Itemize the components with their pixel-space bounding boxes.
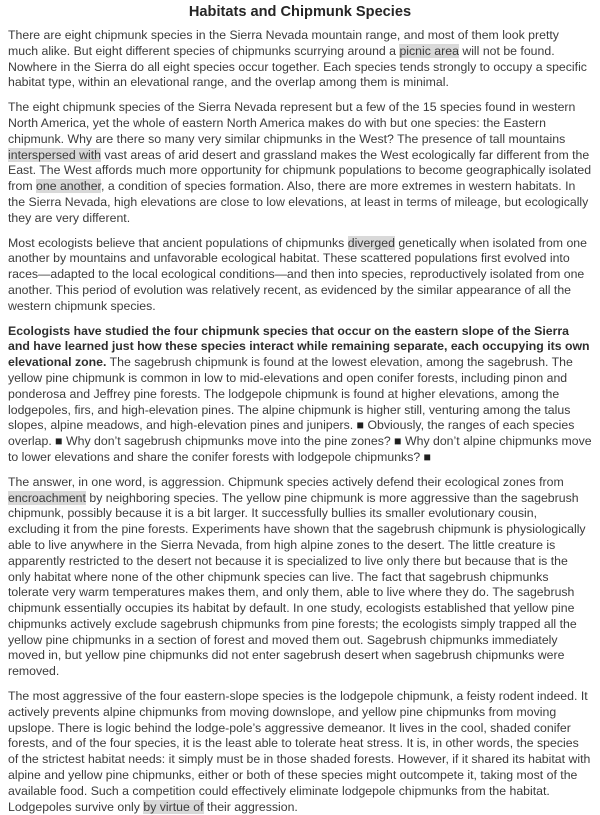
text-run: The sagebrush chipmunk is found at the lowest elevation, among the sagebrush. The yellow pine chipmunk is common in low to mid-elevations and open conifer forests, including pinon and ponderosa and Jeffrey pine forests. The lodgepole chipmunk is found at higher elevations, among the lodgepoles, firs, and high-elevation pines. The alpine chipmunk is higher still, venturing among the talus slopes, alpine meadows, and high-elevation pines and junipers.	[8, 355, 573, 433]
paragraph-1	[8, 28, 592, 91]
text-run: vast areas of arid desert and grassland makes the West ecologically far different from the East. The West affords much more opportunity for chipmunk populations to become geographically isolated from	[8, 147, 592, 194]
text-run: by neighboring species. The yellow pine chipmunk is more aggressive than the sagebrush chipmunk, possibly because it is a bit larger. It successfully bullies its smaller evolutionary cousin, excluding it from the pine forests. Experiments have shown that the sagebrush chipmunk is physiologically able to live anywhere in the Sierra Nevada, from high alpine zones to the desert. The little creature is apparently restricted to the desert not because it is specialized to live only there but because that is the only habitat where none of the other chipmunk species can live. The fact that sagebrush chipmunks tolerate very warm temperatures makes them, and only them, able to live where they do. The sagebrush chipmunk essentially occupies its habitat by default. In one study, ecologists established that yellow pine chipmunks actively exclude sagebrush chipmunks from pine forests; the ecologists simply trapped all the yellow pine chipmunks in a section of forest and moved them out. Sagebrush chipmunks immediately moved in, but yellow pine chipmunks did not enter sagebrush desert when sagebrush chipmunks were removed.	[8, 490, 586, 679]
highlighted-phrase: picnic area	[399, 43, 459, 58]
text-run: will not be found. Nowhere in the Sierra do all eight species occur together. Each species tends strongly to occupy a specific habitat type, within an elevational range, and the overlap among them is minimal.	[8, 43, 587, 90]
text-run: The most aggressive of the four eastern-slope species is the lodgepole chipmunk, a feisty rodent indeed. It actively prevents alpine chipmunks from moving downslope, and yellow pine chipmunks from moving upslope. There is logic behind the lodge-pole’s aggressive demeanor. It lives in the cool, shaded conifer forests, and of the four species, it is the least able to tolerate heat stress. It is, in other words, the species of the strictest habitat needs: it simply must be in those shaded forests. However, if it shared its habitat with alpine and yellow pine chipmunks, either or both of these species might outcompete it, taking most of the available food. Such a competition could effectively eliminate lodgepole chipmunks from the habitat. Lodgepoles survive only	[8, 689, 591, 814]
text-run: There are eight chipmunk species in the Sierra Nevada mountain range, and most of them look pretty much alike. But eight different species of chipmunks scurrying around a	[8, 28, 559, 58]
text-run: genetically when isolated from one another by mountains and unfavorable ecological habitat. These scattered populations first evolved into races—adapted to the local ecological conditions—and then into species, reproductively isolated from one another. This period of evolution was relatively recent, as evidenced by the similar appearance of all the western chipmunk species.	[8, 235, 587, 313]
text-run: their aggression.	[203, 799, 298, 814]
insert-sentence-marker-icon[interactable]: ■	[55, 434, 63, 449]
paragraph-6	[8, 689, 592, 815]
insert-sentence-marker-icon[interactable]: ■	[423, 449, 432, 464]
highlighted-phrase: by virtue of	[143, 799, 204, 814]
highlighted-phrase: one another	[36, 179, 101, 194]
passage-body	[8, 28, 592, 815]
paragraph-4	[8, 324, 592, 466]
text-run: , a condition of species formation. Also, there are more extremes in western habitats. In the Sierra Nevada, high elevations are close to low elevations, at least in terms of mileage, but ecologically they are very different.	[8, 179, 589, 225]
text-run: Obviously, the ranges of each species overlap.	[8, 418, 575, 449]
text-run: The answer, in one word, is aggression. Chipmunk species actively defend their ecological zones from	[8, 474, 564, 489]
insert-sentence-marker-icon[interactable]: ■	[356, 418, 365, 433]
text-run: Most ecologists believe that ancient populations of chipmunks	[8, 235, 348, 250]
paragraph-2	[8, 100, 592, 226]
highlighted-phrase: encroachment	[8, 490, 86, 505]
paragraph-3	[8, 236, 592, 315]
text-run: The eight chipmunk species of the Sierra Nevada represent but a few of the 15 species found in western North America, yet the whole of eastern North America makes do with but one species: the Eastern chipmunk. Why are there so many very similar chipmunks in the West? The presence of tall mountains	[8, 100, 576, 146]
insert-sentence-marker-icon[interactable]: ■	[394, 434, 402, 449]
bold-text: Ecologists have studied the four chipmunk species that occur on the eastern slope of the Sierra and have learned just how these species interact while remaining separate, each occupying its own elevational zone.	[8, 323, 590, 370]
highlighted-phrase: diverged	[347, 235, 395, 250]
text-run: Why don’t alpine chipmunks move to lower elevations and share the conifer forests with lodgepole chipmunks?	[8, 434, 592, 464]
text-run: Why don’t sagebrush chipmunks move into the pine zones?	[62, 434, 395, 449]
highlighted-phrase: interspersed with	[8, 147, 101, 162]
paragraph-5	[8, 475, 592, 680]
passage-title: Habitats and Chipmunk Species	[188, 4, 412, 20]
